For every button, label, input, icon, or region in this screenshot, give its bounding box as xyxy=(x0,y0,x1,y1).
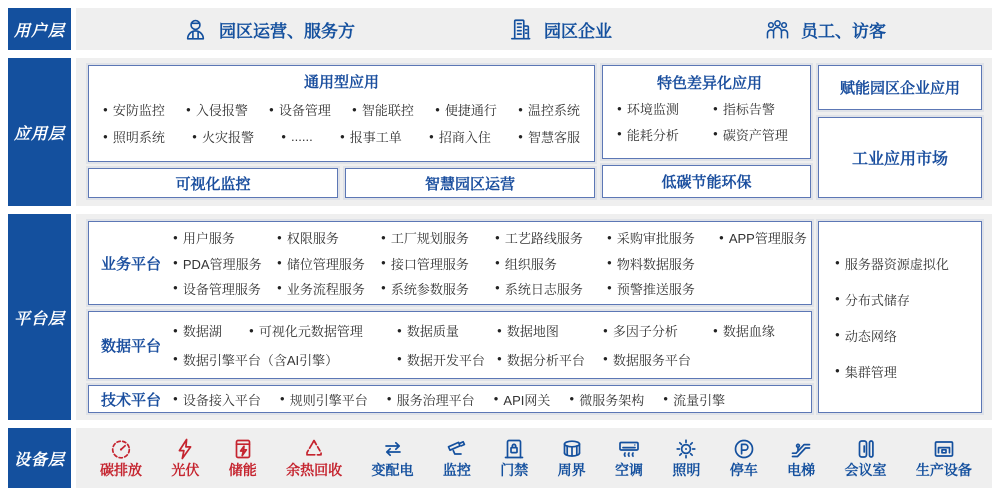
bullet-item xyxy=(173,228,277,247)
bullet-label: APP管理服务 xyxy=(728,231,807,247)
bullet-dot: ● xyxy=(835,330,840,339)
bullet-item xyxy=(277,254,381,273)
bullet-item xyxy=(603,321,713,340)
user-group-label: 员工、访客 xyxy=(801,21,886,41)
bullet-label: 设备接入平台 xyxy=(182,392,261,408)
device-item-label: 储能 xyxy=(228,462,257,479)
bullet-label: 数据血缘 xyxy=(722,324,775,340)
bullet-dot: ● xyxy=(607,232,612,242)
bullet-dot: ● xyxy=(569,394,575,403)
bullet-item xyxy=(518,127,580,146)
bullet-label: 智能联控 xyxy=(361,103,414,118)
special-apps-title: 特色差异化应用 xyxy=(656,75,762,92)
device-item-label: 会议室 xyxy=(844,462,887,479)
device-item xyxy=(672,437,700,478)
layer-label-device: 设备层 xyxy=(8,428,71,488)
bullet-dot: ● xyxy=(835,294,840,303)
industry-app-market-title: 工业应用市场 xyxy=(851,151,948,168)
bullet-item xyxy=(713,99,802,118)
low-carbon-box xyxy=(602,165,811,198)
user-layer-row xyxy=(8,8,992,50)
bullet-dot: ● xyxy=(713,325,718,335)
bullet-item xyxy=(173,390,261,409)
bullet-dot: ● xyxy=(277,258,282,267)
platform-left-column xyxy=(88,221,812,413)
bullet-dot: ● xyxy=(249,325,254,335)
bullet-label: 集群管理 xyxy=(844,364,897,380)
bullet-item xyxy=(497,350,603,369)
bullet-item xyxy=(835,254,981,273)
bullet-dot: ● xyxy=(497,325,502,335)
device-layer-content xyxy=(76,428,992,488)
infrastructure-box xyxy=(818,221,982,413)
business-platform-row xyxy=(173,228,807,247)
device-item xyxy=(615,437,643,478)
bullet-item xyxy=(495,228,607,247)
bullet-item xyxy=(192,127,254,146)
bullet-dot: ● xyxy=(397,354,402,364)
battery-icon xyxy=(231,437,255,461)
device-item xyxy=(229,437,257,478)
bullet-label: 采购审批服务 xyxy=(616,231,695,247)
bullet-dot: ● xyxy=(493,394,499,403)
bullet-item xyxy=(835,362,981,381)
operator-icon xyxy=(182,16,209,43)
bullet-label: 报事工单 xyxy=(349,130,402,145)
bullet-dot: ● xyxy=(429,131,434,141)
bullet-label: ...... xyxy=(291,129,313,144)
bullet-dot: ● xyxy=(103,104,108,114)
bullet-label: 物料数据服务 xyxy=(616,256,695,272)
bullet-label: 数据质量 xyxy=(406,324,459,340)
bullet-item xyxy=(607,279,719,298)
bullet-label: 火灾报警 xyxy=(201,130,254,145)
bullet-label: 数据分析平台 xyxy=(506,352,585,368)
bullet-dot: ● xyxy=(835,366,840,375)
bullet-item xyxy=(607,254,719,273)
user-layer-content xyxy=(76,8,992,50)
tech-platform-row xyxy=(173,390,807,409)
bullet-label: 接口管理服务 xyxy=(390,256,469,272)
device-item-label: 变配电 xyxy=(371,462,414,479)
industry-app-market-box xyxy=(818,117,982,198)
bullet-label: 分布式储存 xyxy=(844,292,910,308)
bullet-item xyxy=(435,100,497,119)
bullet-dot: ● xyxy=(397,325,402,335)
bullet-dot: ● xyxy=(381,283,386,293)
bullet-item xyxy=(713,321,807,340)
bullet-label: 数据地图 xyxy=(506,324,559,340)
bullet-label: 能耗分析 xyxy=(626,127,679,143)
bolt-icon xyxy=(173,437,197,461)
bullet-label: 服务器资源虚拟化 xyxy=(844,256,949,272)
bullet-item xyxy=(663,390,725,409)
bullet-label: 设备管理服务 xyxy=(182,281,261,297)
device-item-label: 碳排放 xyxy=(100,462,142,479)
user-group-label: 园区企业 xyxy=(544,21,612,41)
general-apps-box xyxy=(88,65,595,162)
bullet-dot: ● xyxy=(617,129,622,139)
bullet-item xyxy=(835,326,981,345)
device-item xyxy=(100,437,142,478)
bullet-dot: ● xyxy=(352,104,357,114)
visual-monitoring-title: 可视化监控 xyxy=(175,175,251,193)
data-platform-row xyxy=(173,350,807,369)
bullet-label: 服务治理平台 xyxy=(396,392,475,408)
device-item xyxy=(787,437,815,478)
bullet-dot: ● xyxy=(173,283,178,293)
special-apps-box xyxy=(602,65,811,159)
device-item-label: 电梯 xyxy=(787,462,816,479)
bullet-dot: ● xyxy=(173,354,178,364)
bullet-dot: ● xyxy=(386,394,392,403)
bullet-dot: ● xyxy=(518,131,523,141)
cctv-icon xyxy=(445,437,469,461)
bullet-dot: ● xyxy=(103,131,108,141)
bullet-label: API网关 xyxy=(503,392,551,408)
bullet-dot: ● xyxy=(269,104,274,114)
bullet-label: 设备管理 xyxy=(278,103,331,118)
device-item xyxy=(730,437,758,478)
bullet-item xyxy=(397,321,497,340)
bullet-dot: ● xyxy=(607,283,612,293)
bullet-item xyxy=(719,228,807,247)
bullet-label: 权限服务 xyxy=(286,231,339,247)
bullet-item xyxy=(617,125,713,144)
bullet-dot: ● xyxy=(835,258,840,267)
bullet-dot: ● xyxy=(339,131,345,141)
user-group-staff-visitors xyxy=(764,16,886,43)
bullet-dot: ● xyxy=(495,283,500,293)
bullet-label: 入侵报警 xyxy=(195,103,248,118)
bullet-label: 组织服务 xyxy=(504,256,557,272)
bullet-label: 规则引擎平台 xyxy=(289,392,368,408)
general-apps-row xyxy=(103,127,580,146)
bullet-label: 可视化元数据管理 xyxy=(258,324,363,340)
bullet-dot: ● xyxy=(173,258,178,267)
bullet-label: 工厂规划服务 xyxy=(390,231,469,247)
bullet-item xyxy=(518,100,580,119)
bullet-label: 系统日志服务 xyxy=(504,281,583,297)
bullet-dot: ● xyxy=(186,104,191,114)
parking-icon xyxy=(732,437,756,461)
tech-platform-box xyxy=(88,385,812,413)
bullet-item xyxy=(352,100,414,119)
bullet-item xyxy=(617,99,713,118)
bullet-label: 环境监测 xyxy=(626,102,679,118)
building-icon xyxy=(507,16,534,43)
device-item xyxy=(916,437,972,478)
bullet-item xyxy=(387,390,475,409)
visual-monitoring-box xyxy=(88,168,338,198)
bullet-label: 碳资产管理 xyxy=(722,127,788,143)
tech-platform-list xyxy=(173,386,807,412)
bullet-item xyxy=(603,350,807,369)
recycle-icon xyxy=(302,437,326,461)
bullet-dot: ● xyxy=(518,104,523,114)
bullet-item xyxy=(173,350,397,369)
bullet-item xyxy=(381,254,495,273)
device-item-label: 监控 xyxy=(442,462,471,479)
bullet-dot: ● xyxy=(603,354,608,364)
bullet-item xyxy=(397,350,497,369)
bullet-label: 动态网络 xyxy=(844,328,897,344)
bullet-item xyxy=(103,100,165,119)
bullet-dot: ● xyxy=(381,232,386,242)
device-layer-row xyxy=(8,428,992,488)
business-platform-row xyxy=(173,279,807,298)
layer-label-user: 用户层 xyxy=(8,8,71,50)
bullet-label: 用户服务 xyxy=(182,231,235,247)
bullet-dot: ● xyxy=(495,258,500,267)
application-layer-row xyxy=(8,58,992,206)
bullet-label: 流量引擎 xyxy=(673,392,726,408)
layer-label-application: 应用层 xyxy=(8,58,71,206)
app-bottom-row xyxy=(88,168,595,198)
bullet-dot: ● xyxy=(279,394,285,403)
bullet-label: 系统参数服务 xyxy=(390,281,469,297)
device-item-label: 余热回收 xyxy=(286,462,343,479)
data-platform-box xyxy=(88,311,812,379)
bullet-label: 照明系统 xyxy=(112,130,165,145)
bullet-dot: ● xyxy=(281,131,287,141)
machine-icon xyxy=(932,437,956,461)
device-item xyxy=(500,437,528,478)
bullet-label: 温控系统 xyxy=(527,103,580,118)
bullet-label: 指标告警 xyxy=(722,102,775,118)
special-apps-list xyxy=(617,93,802,150)
device-item-label: 周界 xyxy=(557,462,586,479)
bullet-dot: ● xyxy=(719,232,724,242)
bullet-label: 数据服务平台 xyxy=(612,352,691,368)
people-icon xyxy=(764,16,791,43)
bullet-label: 智慧客服 xyxy=(527,130,580,145)
bullet-dot: ● xyxy=(277,283,282,293)
bullet-label: 便捷通行 xyxy=(444,103,497,118)
bullet-item xyxy=(381,228,495,247)
bullet-dot: ● xyxy=(173,232,178,242)
bullet-dot: ● xyxy=(663,394,669,403)
device-item xyxy=(171,437,199,478)
low-carbon-title: 低碳节能环保 xyxy=(661,174,752,191)
general-apps-list xyxy=(103,92,580,154)
bullet-item xyxy=(173,254,277,273)
bullet-label: 数据引擎平台（含AI引擎） xyxy=(182,352,339,368)
device-item xyxy=(372,437,414,478)
layer-label-platform: 平台层 xyxy=(8,214,71,420)
application-layer-content xyxy=(76,58,992,206)
device-item-label: 照明 xyxy=(672,462,701,479)
bullet-item xyxy=(340,127,402,146)
bullet-dot: ● xyxy=(173,394,178,403)
bullet-dot: ● xyxy=(435,104,440,114)
bullet-label: 预警推送服务 xyxy=(616,281,695,297)
bullet-dot: ● xyxy=(173,325,178,335)
door-lock-icon xyxy=(502,437,526,461)
device-item-label: 光伏 xyxy=(171,462,200,479)
bullet-item xyxy=(495,279,607,298)
bullet-label: 微服务架构 xyxy=(579,392,645,408)
platform-layer-row xyxy=(8,214,992,420)
smart-park-operation-box xyxy=(345,168,595,198)
bullet-item xyxy=(249,321,397,340)
bullet-item xyxy=(497,321,603,340)
bullet-dot: ● xyxy=(495,232,500,242)
meeting-room-icon xyxy=(854,437,878,461)
bullet-item xyxy=(280,390,368,409)
light-icon xyxy=(674,437,698,461)
bullet-item xyxy=(835,290,981,309)
device-item-label: 门禁 xyxy=(500,462,529,479)
bullet-item xyxy=(494,390,551,409)
bullet-label: PDA管理服务 xyxy=(182,256,262,272)
exchange-arrows-icon xyxy=(381,437,405,461)
bullet-item xyxy=(173,279,277,298)
bullet-label: 安防监控 xyxy=(112,103,165,118)
bullet-item xyxy=(281,127,313,146)
data-platform-list xyxy=(173,312,807,378)
bullet-label: 数据开发平台 xyxy=(406,352,485,368)
bullet-item xyxy=(277,279,381,298)
bullet-item xyxy=(186,100,248,119)
escalator-icon xyxy=(789,437,813,461)
bullet-dot: ● xyxy=(603,325,608,335)
bullet-dot: ● xyxy=(497,354,502,364)
business-platform-title: 业务平台 xyxy=(100,255,161,273)
user-group-operators xyxy=(182,16,355,43)
device-item-label: 空调 xyxy=(615,462,643,479)
bullet-dot: ● xyxy=(713,129,718,139)
bullet-label: 工艺路线服务 xyxy=(504,231,583,247)
bullet-dot: ● xyxy=(381,258,386,267)
bullet-item xyxy=(713,125,802,144)
platform-layer-content xyxy=(76,214,992,420)
air-conditioner-icon xyxy=(617,437,641,461)
bullet-item xyxy=(569,390,644,409)
bullet-dot: ● xyxy=(713,103,718,113)
gauge-icon xyxy=(109,437,133,461)
empower-enterprise-box xyxy=(818,65,982,110)
bullet-dot: ● xyxy=(607,258,612,267)
fence-icon xyxy=(560,437,584,461)
bullet-dot: ● xyxy=(617,103,622,113)
user-group-enterprises xyxy=(507,16,612,43)
bullet-label: 招商入住 xyxy=(438,130,491,145)
tech-platform-title: 技术平台 xyxy=(100,391,161,409)
bullet-item xyxy=(103,127,165,146)
bullet-item xyxy=(277,228,381,247)
bullet-item xyxy=(495,254,607,273)
bullet-item xyxy=(429,127,491,146)
device-item-label: 生产设备 xyxy=(915,462,972,479)
general-apps-row xyxy=(103,100,580,119)
empower-enterprise-title: 赋能园区企业应用 xyxy=(839,80,960,97)
general-apps-column xyxy=(88,65,595,198)
business-platform-box xyxy=(88,221,812,305)
smart-park-operation-title: 智慧园区运营 xyxy=(424,175,515,193)
user-group-label: 园区运营、服务方 xyxy=(219,21,355,41)
bullet-item xyxy=(381,279,495,298)
business-platform-row xyxy=(173,254,807,273)
special-apps-column xyxy=(602,65,811,198)
bullet-dot: ● xyxy=(277,232,282,242)
special-apps-row xyxy=(617,99,802,118)
bullet-label: 数据湖 xyxy=(182,324,222,340)
bullet-item xyxy=(173,321,249,340)
device-item-label: 停车 xyxy=(729,462,758,479)
bullet-label: 业务流程服务 xyxy=(286,281,365,297)
bullet-label: 多因子分析 xyxy=(612,324,678,340)
business-platform-list xyxy=(173,222,807,304)
special-apps-row xyxy=(617,125,802,144)
bullet-item xyxy=(607,228,719,247)
data-platform-row xyxy=(173,321,807,340)
data-platform-title: 数据平台 xyxy=(100,337,161,355)
device-item xyxy=(286,437,342,478)
device-item xyxy=(845,437,887,478)
general-apps-title: 通用型应用 xyxy=(303,74,379,91)
bullet-label: 储位管理服务 xyxy=(286,256,365,272)
bullet-item xyxy=(269,100,331,119)
device-item xyxy=(558,437,586,478)
device-item xyxy=(443,437,471,478)
enterprise-apps-column xyxy=(818,65,982,198)
bullet-dot: ● xyxy=(192,131,197,141)
